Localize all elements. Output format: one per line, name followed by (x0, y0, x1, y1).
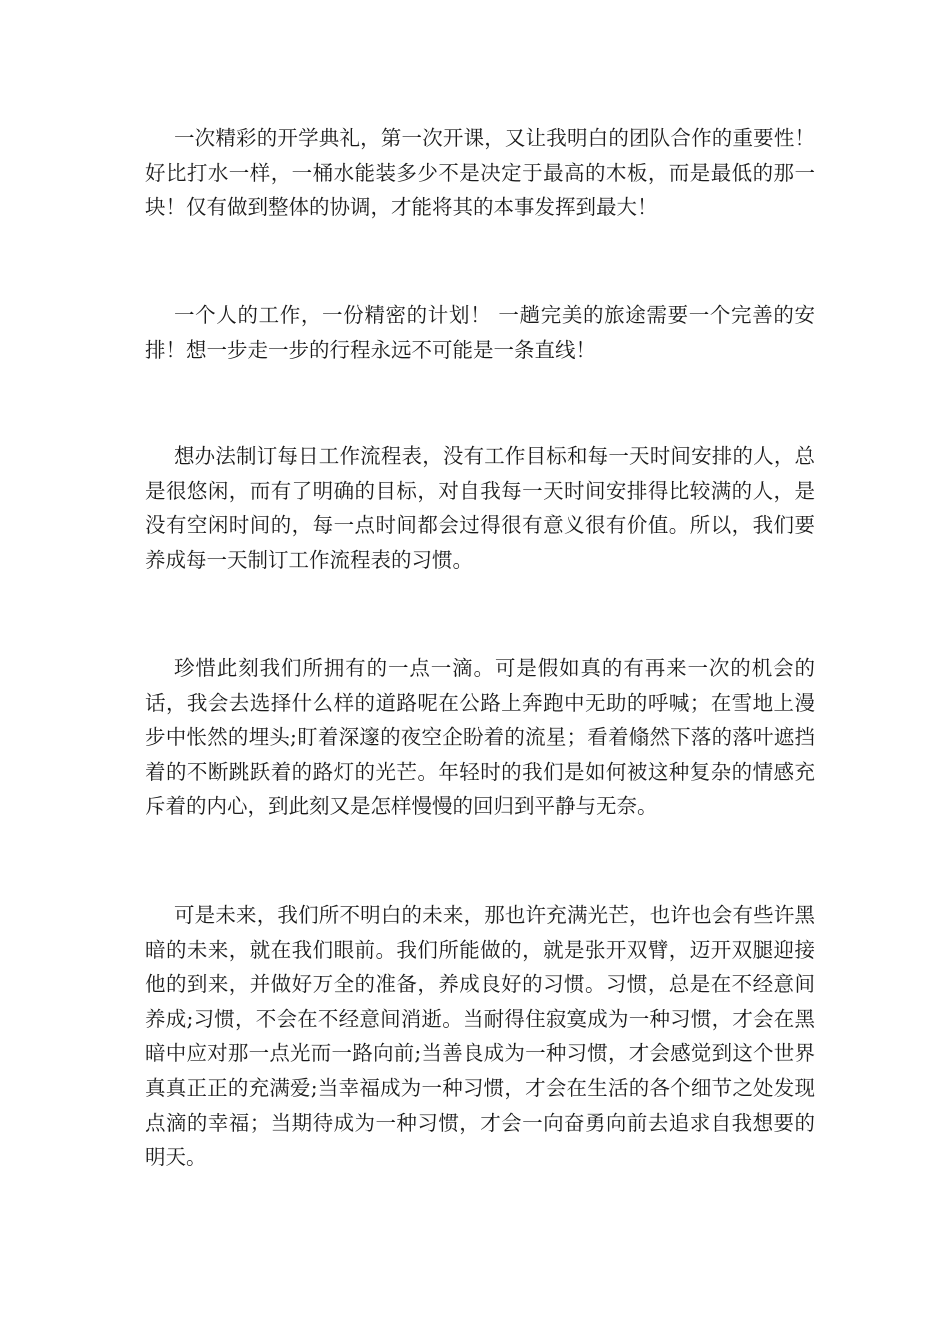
paragraph-1: 一次精彩的开学典礼，第一次开课，又让我明白的团队合作的重要性！好比打水一样，一桶水能装多少不是决定于最高的木板，而是最低的那一块！仅有做到整体的协调，才能将其的本事发挥到最大！ (145, 126, 815, 220)
paragraph-3: 想办法制订每日工作流程表，没有工作目标和每一天时间安排的人，总是很悠闲，而有了明确的目标，对自我每一天时间安排得比较满的人，是没有空闲时间的，每一点时间都会过得很有意义很有价值。所以，我们要养成每一天制订工作流程表的习惯。 (145, 444, 815, 572)
paragraph-5: 可是未来，我们所不明白的未来，那也许充满光芒，也许也会有些许黑暗的未来，就在我们眼前。我们所能做的，就是张开双臂，迈开双腿迎接他的到来，并做好万全的准备，养成良好的习惯。习惯，总是在不经意间养成;习惯，不会在不经意间消逝。当耐得住寂寞成为一种习惯，才会在黑暗中应对那一点光而一路向前;当善良成为一种习惯，才会感觉到这个世界真真正正的充满爱;当幸福成为一种习惯，才会在生活的各个细节之处发现点滴的幸福；当期待成为一种习惯，才会一向奋勇向前去追求自我想要的明天。 (145, 903, 815, 1170)
paragraph-4: 珍惜此刻我们所拥有的一点一滴。可是假如真的有再来一次的机会的话，我会去选择什么样的道路呢在公路上奔跑中无助的呼喊；在雪地上漫步中怅然的埋头;盯着深邃的夜空企盼着的流星；看着翛然下落的落叶遮挡着的不断跳跃着的路灯的光芒。年轻时的我们是如何被这种复杂的情感充斥着的内心，到此刻又是怎样慢慢的回归到平静与无奈。 (145, 656, 815, 819)
paragraph-2: 一个人的工作，一份精密的计划！ 一趟完美的旅途需要一个完善的安排！想一步走一步的行程永远不可能是一条直线！ (145, 303, 815, 362)
